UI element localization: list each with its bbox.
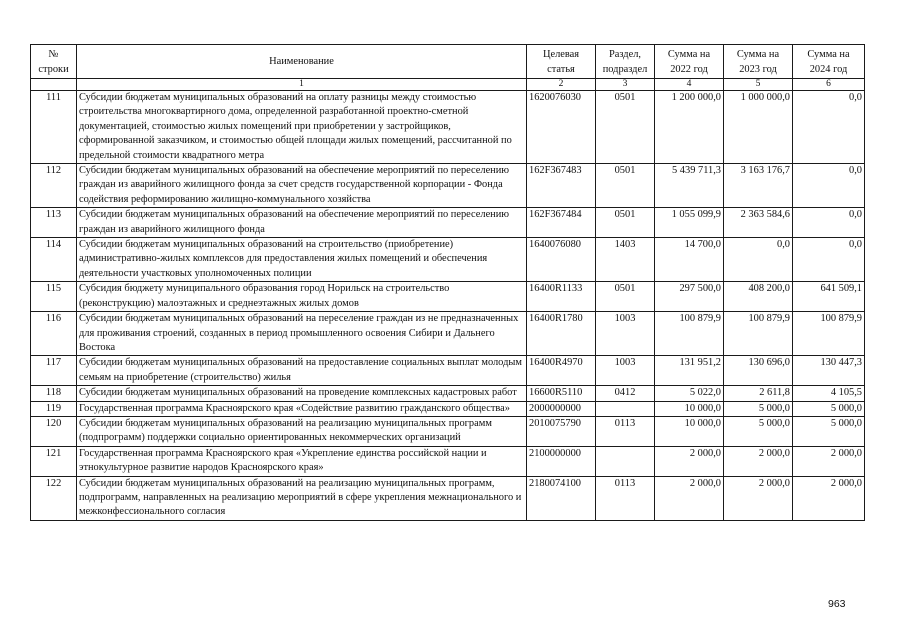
section-cell: 0113 bbox=[596, 416, 655, 446]
name-cell: Субсидии бюджетам муниципальных образований на оплату разницы между стоимостью строительства многоквартирного дома, определенной разработанной проектно-сметной документацией, стоимостью жилых помещений при приобретении у застройщиков, сформированной заказчиком, и стоимостью общей площади жилых помещений, рассчитанной по предельной стоимости квадратного метра bbox=[77, 91, 527, 164]
table-row bbox=[31, 238, 865, 282]
sum-2024-cell: 641 509,1 bbox=[793, 282, 865, 312]
sum-2024-cell: 130 447,3 bbox=[793, 356, 865, 386]
sum-2023-cell: 408 200,0 bbox=[724, 282, 793, 312]
sum-2023-cell: 5 000,0 bbox=[724, 401, 793, 416]
sum-2022-cell: 100 879,9 bbox=[655, 312, 724, 356]
section-cell: 0412 bbox=[596, 386, 655, 401]
target-item-cell: 1640076080 bbox=[527, 238, 596, 282]
section-cell: 0501 bbox=[596, 208, 655, 238]
name-cell: Субсидии бюджетам муниципальных образований на обеспечение мероприятий по переселению граждан из аварийного жилищного фонда за счет средств государственной корпорации - Фонда содействия реформированию жилищно-коммунального хозяйства bbox=[77, 164, 527, 208]
section-cell: 0501 bbox=[596, 282, 655, 312]
sum-2022-cell: 1 200 000,0 bbox=[655, 91, 724, 164]
target-item-cell: 162F367483 bbox=[527, 164, 596, 208]
name-cell: Субсидии бюджетам муниципальных образований на строительство (приобретение) административно-жилых комплексов для предоставления жилых помещений и обеспечения деятельности участковых уполномоченных полиции bbox=[77, 238, 527, 282]
name-cell: Государственная программа Красноярского края «Укрепление единства российской нации и этнокультурное развитие народов Красноярского края» bbox=[77, 446, 527, 476]
header-sum-2022-label: Сумма на 2022 год bbox=[667, 48, 711, 75]
table-row bbox=[31, 356, 865, 386]
column-number-row bbox=[31, 79, 865, 91]
name-cell: Субсидия бюджету муниципального образования город Норильск на строительство (реконструкцию) малоэтажных и среднеэтажных жилых домов bbox=[77, 282, 527, 312]
table-row bbox=[31, 446, 865, 476]
header-sum-2023 bbox=[724, 45, 793, 79]
sum-2023-cell: 1 000 000,0 bbox=[724, 91, 793, 164]
column-number: 6 bbox=[793, 79, 865, 91]
sum-2022-cell: 2 000,0 bbox=[655, 446, 724, 476]
header-section-label: Раздел, подраздел bbox=[602, 48, 648, 75]
row-number-cell: 114 bbox=[31, 238, 77, 282]
sum-2023-cell: 2 000,0 bbox=[724, 446, 793, 476]
sum-2024-cell: 5 000,0 bbox=[793, 401, 865, 416]
sum-2023-cell: 2 000,0 bbox=[724, 476, 793, 520]
column-number-empty bbox=[31, 79, 77, 91]
sum-2022-cell: 14 700,0 bbox=[655, 238, 724, 282]
table-row bbox=[31, 386, 865, 401]
sum-2023-cell: 2 611,8 bbox=[724, 386, 793, 401]
table-row bbox=[31, 208, 865, 238]
target-item-cell: 2000000000 bbox=[527, 401, 596, 416]
row-number-cell: 112 bbox=[31, 164, 77, 208]
section-cell: 0501 bbox=[596, 164, 655, 208]
target-item-cell: 2010075790 bbox=[527, 416, 596, 446]
header-target-item bbox=[527, 45, 596, 79]
name-cell: Субсидии бюджетам муниципальных образований на переселение граждан из не предназначенных для проживания строений, созданных в период промышленного освоения Сибири и Дальнего Востока bbox=[77, 312, 527, 356]
header-name-label: Наименование bbox=[269, 56, 334, 67]
name-cell: Субсидии бюджетам муниципальных образований на предоставление социальных выплат молодым семьям на приобретение (строительство) жилья bbox=[77, 356, 527, 386]
name-cell: Государственная программа Красноярского края «Содействие развитию гражданского общества» bbox=[77, 401, 527, 416]
sum-2023-cell: 130 696,0 bbox=[724, 356, 793, 386]
sum-2023-cell: 100 879,9 bbox=[724, 312, 793, 356]
table-body bbox=[31, 91, 865, 521]
sum-2024-cell: 4 105,5 bbox=[793, 386, 865, 401]
sum-2024-cell: 0,0 bbox=[793, 164, 865, 208]
row-number-cell: 115 bbox=[31, 282, 77, 312]
name-cell: Субсидии бюджетам муниципальных образований на реализацию муниципальных программ, подпрограмм, направленных на реализацию мероприятий в сфере укрепления межнационального и межконфессионального согласия bbox=[77, 476, 527, 520]
sum-2023-cell: 5 000,0 bbox=[724, 416, 793, 446]
name-cell: Субсидии бюджетам муниципальных образований на реализацию муниципальных программ (подпрограмм) поддержки социально ориентированных некоммерческих организаций bbox=[77, 416, 527, 446]
column-number: 1 bbox=[77, 79, 527, 91]
sum-2023-cell: 2 363 584,6 bbox=[724, 208, 793, 238]
sum-2024-cell: 0,0 bbox=[793, 91, 865, 164]
table-row bbox=[31, 401, 865, 416]
row-number-cell: 119 bbox=[31, 401, 77, 416]
header-target-item-label: Целевая статья bbox=[542, 48, 580, 75]
column-number: 4 bbox=[655, 79, 724, 91]
header-row-number-label: № строки bbox=[38, 48, 69, 75]
sum-2022-cell: 1 055 099,9 bbox=[655, 208, 724, 238]
header-sum-2024 bbox=[793, 45, 865, 79]
header-row-number bbox=[31, 45, 77, 79]
page-number: 963 bbox=[828, 598, 846, 610]
sum-2024-cell: 2 000,0 bbox=[793, 476, 865, 520]
budget-table bbox=[30, 44, 865, 521]
sum-2022-cell: 10 000,0 bbox=[655, 401, 724, 416]
row-number-cell: 117 bbox=[31, 356, 77, 386]
row-number-cell: 116 bbox=[31, 312, 77, 356]
section-cell: 0501 bbox=[596, 91, 655, 164]
table-row bbox=[31, 91, 865, 164]
column-number: 2 bbox=[527, 79, 596, 91]
row-number-cell: 122 bbox=[31, 476, 77, 520]
column-number: 5 bbox=[724, 79, 793, 91]
row-number-cell: 121 bbox=[31, 446, 77, 476]
section-cell: 1403 bbox=[596, 238, 655, 282]
header-sum-2022 bbox=[655, 45, 724, 79]
sum-2023-cell: 0,0 bbox=[724, 238, 793, 282]
table-row bbox=[31, 164, 865, 208]
table-row bbox=[31, 416, 865, 446]
table-row bbox=[31, 282, 865, 312]
section-cell bbox=[596, 401, 655, 416]
header-name bbox=[77, 45, 527, 79]
sum-2024-cell: 2 000,0 bbox=[793, 446, 865, 476]
sum-2022-cell: 2 000,0 bbox=[655, 476, 724, 520]
row-number-cell: 113 bbox=[31, 208, 77, 238]
target-item-cell: 162F367484 bbox=[527, 208, 596, 238]
header-sum-2024-label: Сумма на 2024 год bbox=[807, 48, 850, 75]
name-cell: Субсидии бюджетам муниципальных образований на обеспечение мероприятий по переселению граждан из аварийного жилищного фонда bbox=[77, 208, 527, 238]
sum-2024-cell: 100 879,9 bbox=[793, 312, 865, 356]
header-row bbox=[31, 45, 865, 79]
table-row bbox=[31, 476, 865, 520]
target-item-cell: 16400R4970 bbox=[527, 356, 596, 386]
column-number: 3 bbox=[596, 79, 655, 91]
row-number-cell: 120 bbox=[31, 416, 77, 446]
section-cell: 1003 bbox=[596, 356, 655, 386]
row-number-cell: 118 bbox=[31, 386, 77, 401]
target-item-cell: 1620076030 bbox=[527, 91, 596, 164]
header-sum-2023-label: Сумма на 2023 год bbox=[736, 48, 780, 75]
sum-2022-cell: 5 439 711,3 bbox=[655, 164, 724, 208]
target-item-cell: 2100000000 bbox=[527, 446, 596, 476]
sum-2022-cell: 297 500,0 bbox=[655, 282, 724, 312]
target-item-cell: 16400R1133 bbox=[527, 282, 596, 312]
target-item-cell: 2180074100 bbox=[527, 476, 596, 520]
sum-2024-cell: 0,0 bbox=[793, 238, 865, 282]
sum-2024-cell: 5 000,0 bbox=[793, 416, 865, 446]
sum-2023-cell: 3 163 176,7 bbox=[724, 164, 793, 208]
section-cell bbox=[596, 446, 655, 476]
name-cell: Субсидии бюджетам муниципальных образований на проведение комплексных кадастровых работ bbox=[77, 386, 527, 401]
table-header bbox=[31, 45, 865, 91]
section-cell: 0113 bbox=[596, 476, 655, 520]
table-row bbox=[31, 312, 865, 356]
section-cell: 1003 bbox=[596, 312, 655, 356]
sum-2022-cell: 131 951,2 bbox=[655, 356, 724, 386]
row-number-cell: 111 bbox=[31, 91, 77, 164]
target-item-cell: 16400R1780 bbox=[527, 312, 596, 356]
sum-2022-cell: 10 000,0 bbox=[655, 416, 724, 446]
sum-2022-cell: 5 022,0 bbox=[655, 386, 724, 401]
header-section bbox=[596, 45, 655, 79]
sum-2024-cell: 0,0 bbox=[793, 208, 865, 238]
target-item-cell: 16600R5110 bbox=[527, 386, 596, 401]
